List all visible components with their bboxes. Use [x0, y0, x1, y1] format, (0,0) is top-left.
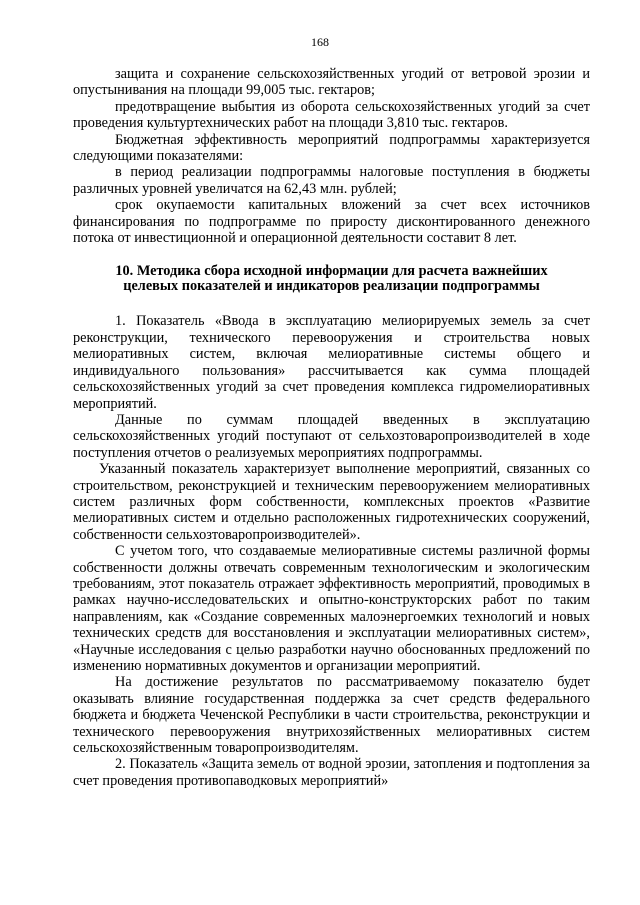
section-heading: [73, 264, 590, 294]
paragraph-wind-erosion: защита и сохранение сельскохозяйственных угодий от ветровой эрозии и опустынивания на площади 99,005 тыс. гектаров;: [73, 66, 590, 99]
paragraph-indicator-2: 2. Показатель «Защита земель от водной эрозии, затопления и подтопления за счет проведения противопаводковых мероприятий»: [73, 756, 590, 789]
paragraph-budget-efficiency: Бюджетная эффективность мероприятий подпрограммы характеризуется следующими показателями:: [73, 131, 590, 165]
paragraph-payback-period: срок окупаемости капитальных вложений за счет всех источников финансирования по подпрограмме по приросту дисконтированного денежного потока от инвестиционной и операционной деятельности составит 8 лет.: [73, 197, 590, 247]
paragraph-area-data: Данные по суммам площадей введенных в эксплуатацию сельскохозяйственных угодий поступают от сельхозтоваропроизводителей в ходе поступления отчетов о реализуемых мероприятиях подпрограммы.: [73, 411, 590, 461]
paragraph-indicator-description: Указанный показатель характеризует выполнение мероприятий, связанных со строительством, реконструкцией и техническим перевооружением мелиоративных систем различных форм собственности, комплексных проектов «Развитие мелиоративных систем и отдельно расположенных гидротехнических сооружений, собственности сельхозтоваропроизводителей».: [73, 461, 590, 543]
paragraph-tax-revenue: в период реализации подпрограммы налоговые поступления в бюджеты различных уровней увеличатся на 62,43 млн. рублей;: [73, 164, 590, 197]
paragraph-modern-requirements: С учетом того, что создаваемые мелиоративные системы различной формы собственности должны отвечать современным технологическим и экологическим требованиям, этот показатель отражает эффективность мероприятий, проводимых в рамках научно-исследовательских и опытно-конструкторских работ по таким направлениям, как «Создание современных малоэнергоемких технологий и новых технических средств для восстановления и эксплуатации мелиоративных систем», «Научные исследования с целью разработки научно обоснованных предложений по изменению нормативных документов и организации мероприятий.: [73, 543, 590, 674]
page-number: 168: [311, 35, 329, 49]
section-heading-line-1: 10. Методика сбора исходной информации для расчета важнейших: [115, 263, 548, 280]
section-heading-line-2: целевых показателей и индикаторов реализации подпрограммы: [123, 278, 540, 295]
document-body: [73, 66, 590, 789]
paragraph-land-retirement: предотвращение выбытия из оборота сельскохозяйственных угодий за счет проведения культуртехнических работ на площади 3,810 тыс. гектаров.: [73, 98, 590, 132]
paragraph-indicator-1: 1. Показатель «Ввода в эксплуатацию мелиорируемых земель за счет реконструкции, технического перевооружения и строительства новых мелиоративных систем, включая мелиоративные системы общего и индивидуального пользования» рассчитывается как сумма площадей сельскохозяйственных угодий за счет проведения комплекса гидромелиоративных мероприятий.: [73, 313, 590, 412]
paragraph-state-support: На достижение результатов по рассматриваемому показателю будет оказывать влияние государственная поддержка за счет средств федерального бюджета и бюджета Чеченской Республики в части строительства, реконструкции и технического перевооружения внутрихозяйственных мелиоративных систем сельскохозяйственным товаропроизводителям.: [73, 674, 590, 757]
